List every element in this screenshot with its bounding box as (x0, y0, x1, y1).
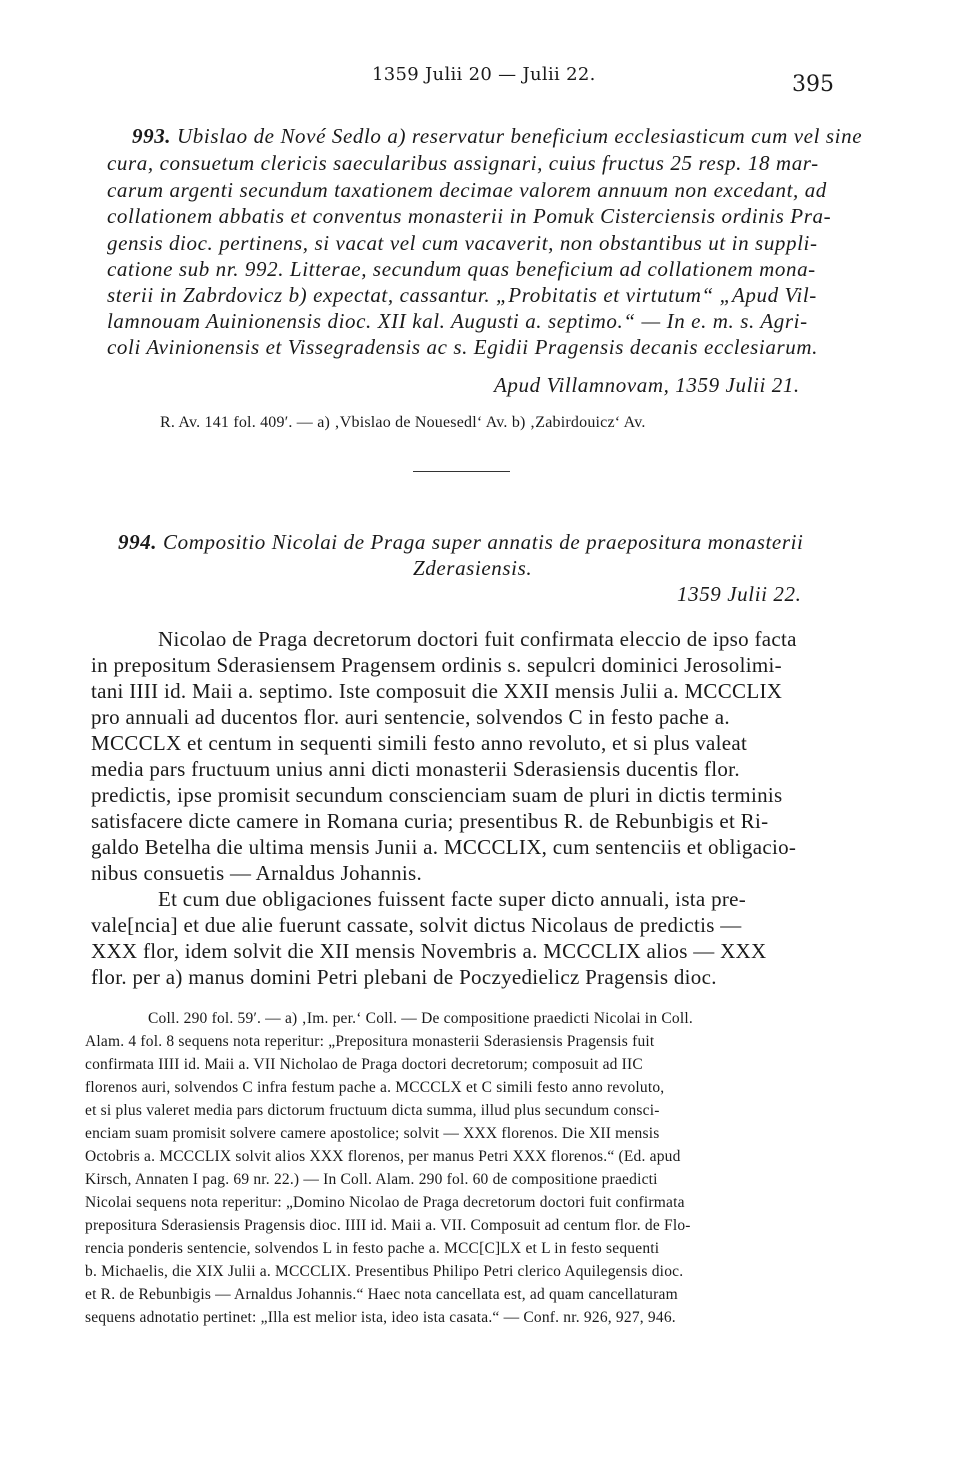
entry-994-body-line: nibus consuetis — Arnaldus Johannis. (91, 861, 423, 885)
entry-994-date: 1359 Julii 22. (677, 582, 802, 606)
entry-993-line: collationem abbatis et conventus monasterii in Pomuk Cisterciensis ordinis Pra- (107, 204, 832, 228)
entry-994-body-line: pro annuali ad ducentos flor. auri sentencie, solvendos C in festo pache a. (91, 705, 730, 729)
entry-994-note-line: florenos auri, solvendos C infra festum pache a. MCCCLX et C simili festo anno revoluto, (85, 1079, 665, 1096)
entry-994-note-line: Coll. 290 fol. 59′. — a) ‚Im. per.‘ Coll. — De compositione praedicti Nicolai in Coll. (148, 1010, 693, 1027)
entry-994-note-line: et si plus valeret media pars dictorum fructuum dicta summa, illud plus secundum consci- (85, 1102, 660, 1119)
entry-994-body-line: galdo Betelha die ultima mensis Junii a. MCCCLIX, cum sentenciis et obligacio- (91, 835, 797, 859)
entry-993-line (132, 124, 862, 149)
entry-994-title: Zderasiensis. (413, 556, 533, 580)
entry-993-line: catione sub nr. 992. Litterae, secundum quas beneficium ad collationem mona- (107, 257, 816, 281)
entry-994-note-line: confirmata IIII id. Maii a. VII Nicholao de Praga doctori decretorum; composuit ad IIC (85, 1056, 643, 1073)
entry-993-line: carum argenti secundum taxationem decimae valorem annuum non excedant, ad (107, 178, 827, 202)
entry-994-note-line: Nicolai sequens nota reperitur: „Domino Nicolao de Praga decretorum doctori fuit confirmata (85, 1194, 685, 1211)
entry-994-note-line: Alam. 4 fol. 8 sequens nota reperitur: „Prepositura monasterii Sderasiensis Pragensis fuit (85, 1033, 655, 1050)
entry-994-body-line: in prepositum Sderasiensem Pragensem ordinis s. sepulcri dominici Jerosolimi- (91, 653, 782, 677)
entry-993-line: lamnouam Auinionensis dioc. XII kal. Augusti a. septimo.“ — In e. m. s. Agri- (107, 309, 808, 333)
entry-994-title-text: Compositio Nicolai de Praga super annatis de praepositura monasterii (163, 530, 804, 554)
entry-994-body-line: flor. per a) manus domini Petri plebani de Poczyedielicz Pragensis dioc. (91, 965, 717, 989)
entry-994-note-line: sequens adnotatio pertinet: „Illa est melior ista, ideo ista casata.“ — Conf. nr. 926, 927, 946. (85, 1309, 676, 1326)
entry-994-note-line: prepositura Sderasiensis Pragensis dioc. IIII id. Maii a. VII. Composuit ad centum flor. de Flo- (85, 1217, 691, 1234)
entry-993-line: cura, consuetum clericis saecularibus assignari, cuius fructus 25 resp. 18 mar- (107, 151, 819, 175)
entry-993-date-place: Apud Villamnovam, 1359 Julii 21. (494, 373, 800, 397)
entry-994-body-line: XXX flor, idem solvit die XII mensis Novembris a. MCCCLIX alios — XXX (91, 939, 767, 963)
entry-994-note-line: enciam suam promisit solvere camere apostolice; solvit — XXX florenos. Die XII mensis (85, 1125, 660, 1142)
entry-994-title (118, 530, 803, 555)
entry-994-body-line: Et cum due obligaciones fuissent facte super dicto annuali, ista pre- (158, 887, 747, 911)
entry-994-number: 994. (118, 530, 158, 554)
entry-994-note-line: Octobris a. MCCCLIX solvit alios XXX florenos, per manus Petri XXX florenos.“ (Ed. apud (85, 1148, 681, 1165)
entry-994-body-line: vale[ncia] et due alie fuerunt cassate, solvit dictus Nicolaus de predictis — (91, 913, 742, 937)
page-number: 395 (792, 72, 834, 97)
entry-993-line-text: Ubislao de Nové Sedlo a) reservatur beneficium ecclesiasticum cum vel sine (177, 124, 863, 148)
entry-994-body-line: MCCCLX et centum in sequenti simili festo anno revoluto, et si plus valeat (91, 731, 748, 755)
entry-993-line: coli Avinionensis et Vissegradensis ac s. Egidii Pragensis decanis ecclesiarum. (107, 335, 818, 359)
entry-994-body-line: media pars fructuum unius anni dicti monasterii Sderasiensis ducentis flor. (91, 757, 740, 781)
entry-993-number: 993. (132, 124, 172, 148)
entry-994-body-line: predictis, ipse promisit secundum conscienciam suam de pluri in dictis terminis (91, 783, 783, 807)
entry-994-note-line: rencia ponderis sentencie, solvendos L in festo pache a. MCC[C]LX et L in festo sequenti (85, 1240, 660, 1257)
separator-rule (413, 471, 510, 472)
running-header: 1359 Julii 20 — Julii 22. (372, 64, 596, 85)
entry-994-note-line: b. Michaelis, die XIX Julii a. MCCCLIX. Presentibus Philipo Petri clerico Aquilegensis dioc. (85, 1263, 684, 1280)
entry-994-body-line: Nicolao de Praga decretorum doctori fuit confirmata eleccio de ipso facta (158, 627, 797, 651)
entry-994-note-line: Kirsch, Annaten I pag. 69 nr. 22.) — In Coll. Alam. 290 fol. 60 de compositione praedicti (85, 1171, 658, 1188)
entry-993-line: gensis dioc. pertinens, si vacat vel cum vacaverit, non obstantibus ut in suppli- (107, 231, 818, 255)
entry-994-note-line: et R. de Rebunbigis — Arnaldus Johannis.“ Haec nota cancellata est, ad quam cancellaturam (85, 1286, 678, 1303)
entry-994-body-line: satisfacere dicte camere in Romana curia; presentibus R. de Rebunbigis et Ri- (91, 809, 769, 833)
entry-993-line: sterii in Zabrdovicz b) expectat, cassantur. „Probitatis et virtutum“ „Apud Vil- (107, 283, 817, 307)
entry-994-body-line: tani IIII id. Maii a. septimo. Iste composuit die XXII mensis Julii a. MCCCLIX (91, 679, 783, 703)
entry-993-note: R. Av. 141 fol. 409′. — a) ‚Vbislao de Nouesedl‘ Av. b) ‚Zabirdouicz‘ Av. (160, 414, 646, 431)
